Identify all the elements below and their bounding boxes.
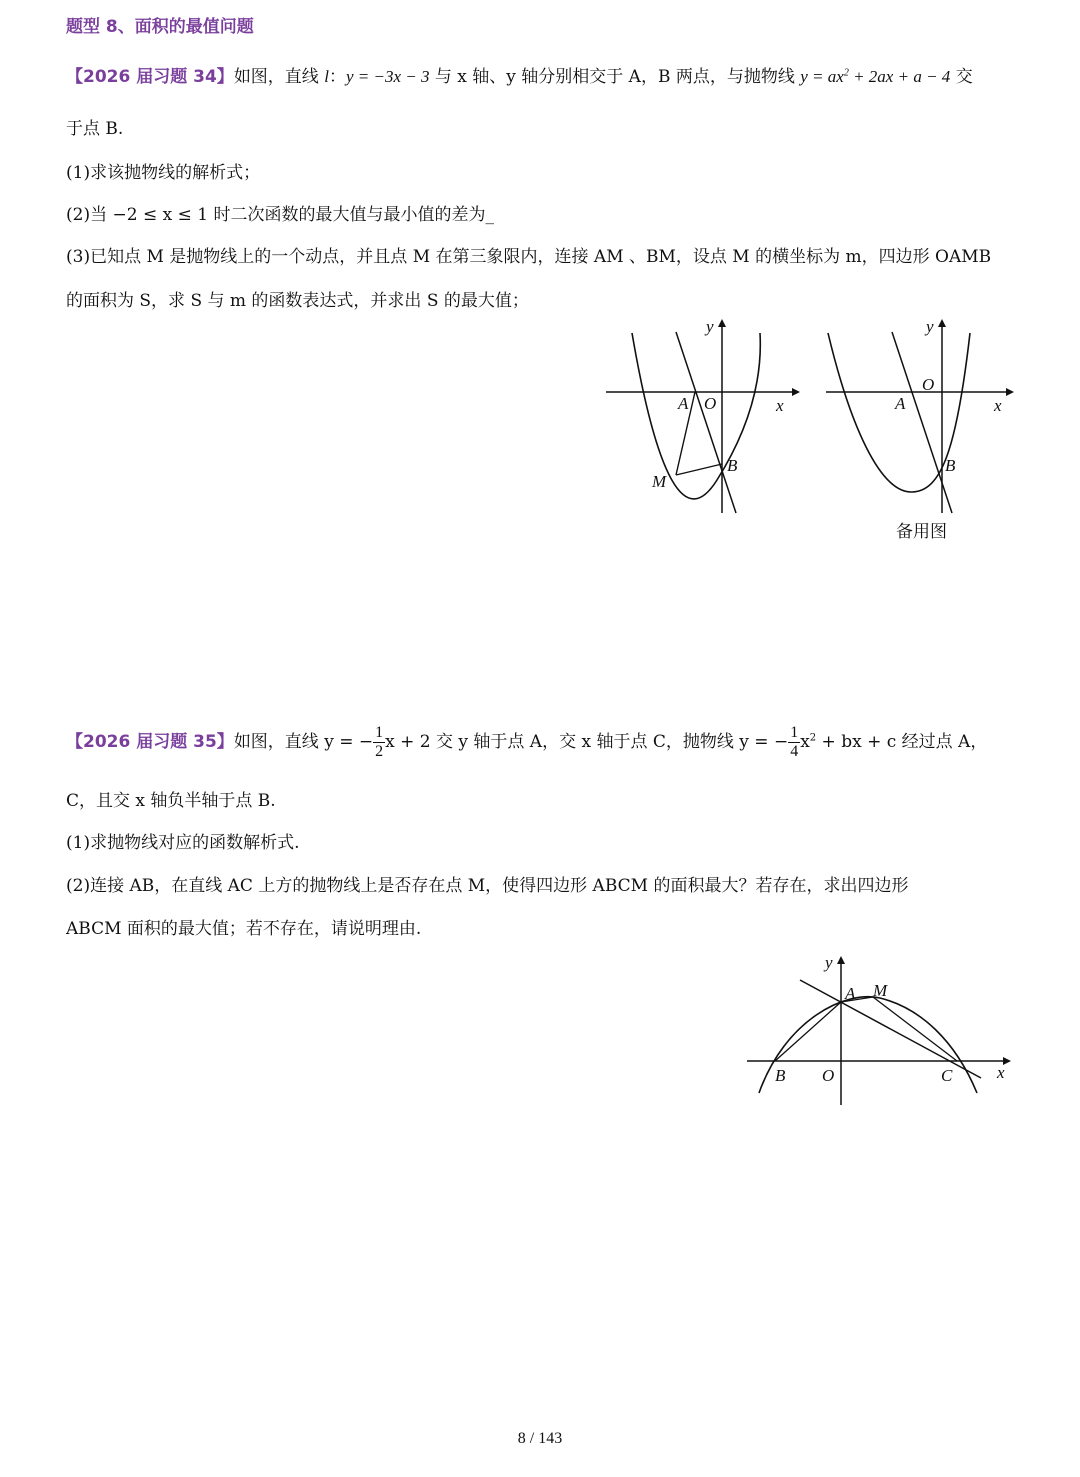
segment-bm (676, 464, 722, 475)
label-o: O (922, 375, 935, 394)
label-b: B (775, 1066, 786, 1085)
problem-35-line-2: C，且交 x 轴负半轴于点 B. (66, 791, 276, 811)
problem-34-line-2: 于点 B. (66, 119, 124, 139)
p35-text-2: x + 2 交 y 轴于点 A，交 x 轴于点 C，抛物线 y = − (385, 732, 789, 752)
problem-34-question-3-cont: 的面积为 S，求 S 与 m 的函数表达式，并求出 S 的最大值； (66, 291, 529, 311)
problem-34-tag: 【2026 届习题 34】 (66, 67, 234, 87)
y-axis-arrow-icon (837, 956, 845, 964)
y-axis-arrow-icon (938, 319, 946, 327)
p34-intro-b: ： (328, 67, 346, 87)
label-x: x (776, 396, 784, 415)
label-y: y (926, 317, 934, 336)
y-axis-arrow-icon (718, 319, 726, 327)
section-title: 题型 8、面积的最值问题 (66, 17, 254, 37)
segment-ab (775, 1002, 841, 1061)
p34-line-name: l (324, 67, 329, 86)
label-a: A (845, 984, 856, 1003)
problem-34-figure-1 (600, 315, 810, 525)
fraction-one-half: $\frac{1}{2}$ (375, 724, 384, 760)
p34-intro-a: 如图，直线 (233, 67, 325, 87)
x-axis-arrow-icon (792, 388, 800, 396)
problem-35-line-1 (66, 724, 987, 761)
label-a: A (678, 394, 689, 413)
label-m: M (873, 981, 888, 1000)
p35-text-4: + bx + c 经过点 A， (816, 732, 988, 752)
p34-intro-c: 与 x 轴、y 轴分别相交于 A，B 两点，与抛物线 (429, 67, 801, 87)
problem-34-question-1: (1)求该抛物线的解析式； (66, 163, 261, 183)
line-ac (800, 980, 981, 1078)
p34-line-eq: y = −3x − 3 (345, 67, 430, 86)
problem-35-question-2: (2)连接 AB，在直线 AC 上方的抛物线上是否存在点 M，使得四边形 ABCM 的面积最大？若存在，求出四边形 (66, 876, 909, 896)
x-axis-arrow-icon (1006, 388, 1014, 396)
line-l (892, 332, 952, 513)
problem-34-question-3: (3)已知点 M 是抛物线上的一个动点，并且点 M 在第三象限内，连接 AM 、BM，设点 M 的横坐标为 m，四边形 OAMB (66, 247, 992, 267)
problem-35-question-2-cont: ABCM 面积的最大值；若不存在，请说明理由. (66, 919, 422, 939)
page-number: 8 / 143 (517, 1430, 563, 1447)
fraction-one-quarter: $\frac{1}{4}$ (790, 724, 799, 760)
line-l (676, 332, 736, 513)
problem-35-figure (745, 950, 1020, 1110)
label-a: A (895, 394, 906, 413)
p34-intro-d: 交 (950, 67, 973, 87)
p34-parabola-eq: $y = ax^2 + 2ax + a - 4$ (800, 67, 951, 86)
label-o: O (704, 394, 717, 413)
label-c: C (941, 1066, 953, 1085)
segment-mc (873, 997, 957, 1061)
problem-34-line-1 (66, 62, 973, 87)
problem-35-question-1: (1)求抛物线对应的函数解析式. (66, 833, 300, 853)
label-b: B (945, 456, 956, 475)
label-x: x (994, 396, 1002, 415)
label-y: y (825, 953, 833, 972)
figure-caption: 备用图 (896, 522, 947, 542)
label-o: O (822, 1066, 835, 1085)
label-b: B (727, 456, 738, 475)
label-m: M (652, 472, 667, 491)
problem-34-figure-backup (820, 315, 1030, 550)
label-x: x (997, 1063, 1005, 1082)
problem-34-question-2: (2)当 −2 ≤ x ≤ 1 时二次函数的最大值与最小值的差为_ (66, 205, 494, 225)
p35-text-1: 如图，直线 y = − (233, 732, 374, 752)
p35-text-3: $x^2$ (800, 732, 817, 752)
problem-35-tag: 【2026 届习题 35】 (66, 732, 234, 752)
label-y: y (706, 317, 714, 336)
